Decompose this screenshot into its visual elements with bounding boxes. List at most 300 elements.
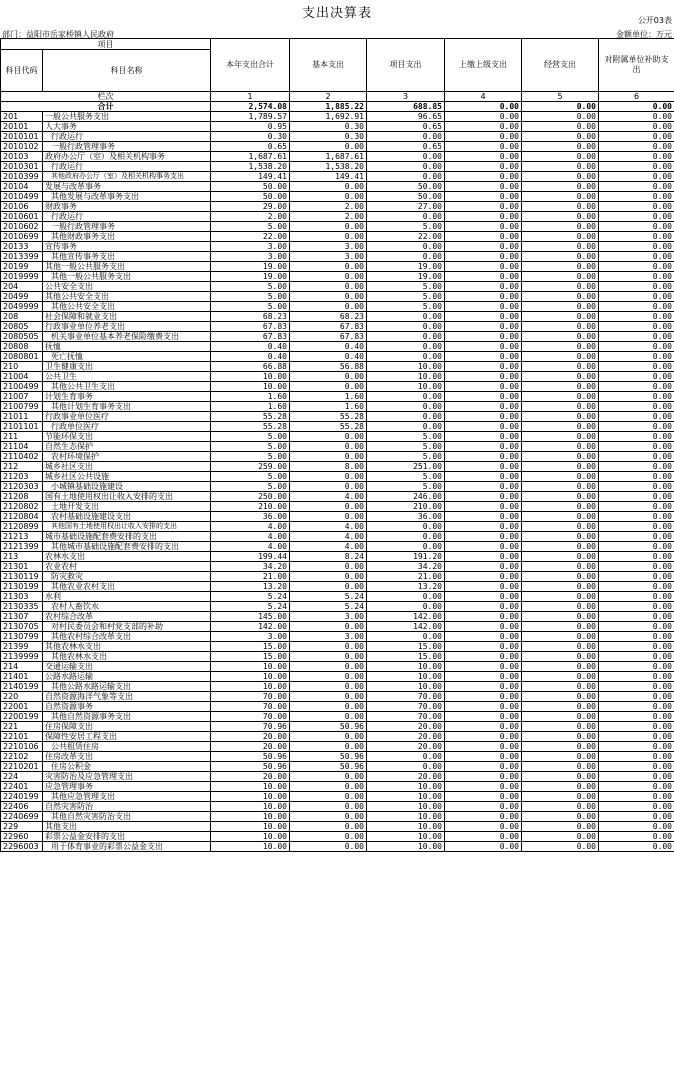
subject-code: 201 <box>1 112 43 122</box>
table-row <box>1 552 674 562</box>
subject-code: 2100499 <box>1 382 43 392</box>
amount-cell: 0.00 <box>290 512 367 522</box>
amount-cell: 0.00 <box>367 632 445 642</box>
amount-cell: 0.00 <box>599 782 674 792</box>
amount-cell: 0.00 <box>522 452 599 462</box>
amount-cell: 10.00 <box>367 672 445 682</box>
amount-cell: 0.00 <box>445 722 522 732</box>
table-body <box>1 102 674 852</box>
amount-cell: 0.00 <box>522 502 599 512</box>
subject-name: 其他国有土地使用权出让收入安排的支出 <box>43 522 211 532</box>
table-row <box>1 732 674 742</box>
amount-cell: 8.24 <box>290 552 367 562</box>
amount-cell: 10.00 <box>367 662 445 672</box>
amount-cell: 0.00 <box>445 312 522 322</box>
amount-cell: 0.00 <box>290 262 367 272</box>
subject-name: 对村民委员会和村党支部的补助 <box>43 622 211 632</box>
amount-cell: 0.00 <box>599 732 674 742</box>
subject-code: 224 <box>1 772 43 782</box>
subject-name: 城乡社区支出 <box>43 462 211 472</box>
amount-cell: 0.00 <box>290 652 367 662</box>
amount-cell: 0.00 <box>290 702 367 712</box>
amount-cell: 22.00 <box>211 232 290 242</box>
amount-cell: 0.00 <box>445 582 522 592</box>
subject-code: 21401 <box>1 672 43 682</box>
amount-cell: 0.00 <box>599 372 674 382</box>
subject-name: 其他公共卫生支出 <box>43 382 211 392</box>
amount-cell: 0.00 <box>522 772 599 782</box>
amount-cell: 0.30 <box>211 132 290 142</box>
amount-cell: 15.00 <box>211 652 290 662</box>
amount-cell: 5.00 <box>367 302 445 312</box>
amount-cell: 1.60 <box>290 392 367 402</box>
department-label: 部门：益阳市岳家桥镇人民政府 <box>2 30 114 39</box>
amount-cell: 0.00 <box>367 322 445 332</box>
subject-code: 204 <box>1 282 43 292</box>
header-name: 科目名称 <box>43 50 211 92</box>
amount-cell: 1,538.20 <box>211 162 290 172</box>
amount-cell: 0.00 <box>445 142 522 152</box>
amount-cell: 5.00 <box>211 452 290 462</box>
amount-cell: 0.00 <box>367 312 445 322</box>
subject-name: 农村环境保护 <box>43 452 211 462</box>
amount-cell: 0.00 <box>599 382 674 392</box>
amount-cell: 0.00 <box>599 522 674 532</box>
amount-cell: 0.00 <box>290 182 367 192</box>
amount-cell: 0.00 <box>522 602 599 612</box>
amount-cell: 0.00 <box>290 842 367 852</box>
table-row <box>1 672 674 682</box>
amount-cell: 0.00 <box>445 622 522 632</box>
subject-code: 229 <box>1 822 43 832</box>
amount-cell: 0.00 <box>445 782 522 792</box>
amount-cell: 0.00 <box>599 122 674 132</box>
amount-cell: 0.00 <box>522 242 599 252</box>
subject-code: 2139999 <box>1 652 43 662</box>
amount-cell: 0.00 <box>290 502 367 512</box>
amount-cell: 0.00 <box>445 222 522 232</box>
amount-cell: 0.00 <box>445 832 522 842</box>
subject-name: 其他公共安全支出 <box>43 302 211 312</box>
amount-cell: 0.00 <box>522 752 599 762</box>
amount-cell: 0.00 <box>522 342 599 352</box>
amount-cell: 4.00 <box>290 532 367 542</box>
amount-cell: 13.20 <box>211 582 290 592</box>
amount-cell: 67.83 <box>211 322 290 332</box>
amount-cell: 0.00 <box>445 392 522 402</box>
subject-code: 2010601 <box>1 212 43 222</box>
amount-cell: 0.00 <box>522 462 599 472</box>
subject-name: 其他自然资源事务支出 <box>43 712 211 722</box>
subject-code: 20104 <box>1 182 43 192</box>
amount-cell: 34.20 <box>367 562 445 572</box>
amount-cell: 55.28 <box>211 412 290 422</box>
amount-cell: 20.00 <box>367 732 445 742</box>
amount-cell: 10.00 <box>367 812 445 822</box>
subject-name: 国有土地使用权出让收入安排的支出 <box>43 492 211 502</box>
amount-cell: 5.00 <box>367 482 445 492</box>
amount-cell: 210.00 <box>367 502 445 512</box>
amount-cell: 0.00 <box>522 222 599 232</box>
amount-cell: 0.00 <box>522 812 599 822</box>
amount-cell: 0.00 <box>522 312 599 322</box>
amount-cell: 0.00 <box>599 582 674 592</box>
table-row <box>1 392 674 402</box>
amount-cell: 0.00 <box>522 272 599 282</box>
table-row <box>1 242 674 252</box>
subject-code: 21303 <box>1 592 43 602</box>
amount-cell: 0.00 <box>599 592 674 602</box>
subject-name: 一般行政管理事务 <box>43 222 211 232</box>
subject-code: 21011 <box>1 412 43 422</box>
subject-name: 其他政府办公厅（室）及相关机构事务支出 <box>43 172 211 182</box>
amount-cell: 5.00 <box>211 282 290 292</box>
amount-cell: 142.00 <box>367 612 445 622</box>
subject-code: 20805 <box>1 322 43 332</box>
table-row <box>1 442 674 452</box>
header-index: 5 <box>522 92 599 102</box>
table-row <box>1 512 674 522</box>
header-code: 科目代码 <box>1 50 43 92</box>
amount-cell: 0.00 <box>445 162 522 172</box>
amount-cell: 0.00 <box>445 492 522 502</box>
amount-cell: 0.00 <box>290 682 367 692</box>
amount-cell: 0.00 <box>599 532 674 542</box>
amount-cell: 0.00 <box>445 192 522 202</box>
amount-cell: 0.00 <box>599 632 674 642</box>
amount-cell: 0.00 <box>522 282 599 292</box>
amount-cell: 0.00 <box>522 472 599 482</box>
amount-cell: 3.00 <box>290 252 367 262</box>
amount-cell: 0.00 <box>445 612 522 622</box>
amount-cell: 0.00 <box>522 512 599 522</box>
amount-cell: 5.24 <box>211 602 290 612</box>
amount-cell: 0.00 <box>367 172 445 182</box>
subject-code: 2049999 <box>1 302 43 312</box>
subject-code: 2200199 <box>1 712 43 722</box>
amount-cell: 0.00 <box>522 682 599 692</box>
amount-cell: 0.00 <box>445 672 522 682</box>
amount-cell: 0.00 <box>599 662 674 672</box>
amount-cell: 0.00 <box>290 292 367 302</box>
amount-cell: 0.00 <box>445 422 522 432</box>
amount-cell: 0.00 <box>445 342 522 352</box>
amount-cell: 0.00 <box>445 682 522 692</box>
amount-cell: 0.00 <box>445 272 522 282</box>
table-row <box>1 332 674 342</box>
amount-cell: 19.00 <box>211 262 290 272</box>
amount-cell: 70.00 <box>367 712 445 722</box>
header-col5: 经营支出 <box>522 39 599 92</box>
table-row <box>1 492 674 502</box>
amount-cell: 10.00 <box>211 382 290 392</box>
amount-cell: 0.00 <box>599 162 674 172</box>
amount-cell: 0.00 <box>522 722 599 732</box>
amount-cell: 5.00 <box>211 222 290 232</box>
table-row <box>1 232 674 242</box>
subject-name: 其他发展与改革事务支出 <box>43 192 211 202</box>
subject-name: 计划生育事务 <box>43 392 211 402</box>
amount-cell: 0.00 <box>367 762 445 772</box>
amount-cell: 0.40 <box>290 342 367 352</box>
amount-cell: 0.00 <box>290 472 367 482</box>
table-row <box>1 602 674 612</box>
amount-cell: 3.00 <box>211 252 290 262</box>
subject-name: 其他城市基础设施配套费安排的支出 <box>43 542 211 552</box>
subject-code: 21307 <box>1 612 43 622</box>
amount-cell: 70.00 <box>367 692 445 702</box>
total-value: 2,574.08 <box>211 102 290 112</box>
amount-cell: 0.00 <box>367 162 445 172</box>
amount-cell: 0.00 <box>522 322 599 332</box>
amount-cell: 56.88 <box>290 362 367 372</box>
amount-cell: 0.00 <box>445 262 522 272</box>
table-row <box>1 272 674 282</box>
amount-cell: 0.00 <box>445 172 522 182</box>
amount-cell: 0.00 <box>522 292 599 302</box>
subject-code: 2010399 <box>1 172 43 182</box>
header-index: 2 <box>290 92 367 102</box>
table-row <box>1 122 674 132</box>
amount-cell: 0.00 <box>290 772 367 782</box>
subject-code: 20106 <box>1 202 43 212</box>
table-row <box>1 362 674 372</box>
header-col2: 基本支出 <box>290 39 367 92</box>
amount-cell: 0.00 <box>522 142 599 152</box>
amount-cell: 0.00 <box>445 692 522 702</box>
subject-code: 2130705 <box>1 622 43 632</box>
amount-cell: 0.00 <box>522 732 599 742</box>
subject-name: 水利 <box>43 592 211 602</box>
amount-cell: 0.00 <box>522 802 599 812</box>
amount-cell: 0.00 <box>599 412 674 422</box>
subject-name: 公共租赁住房 <box>43 742 211 752</box>
amount-cell: 0.00 <box>367 212 445 222</box>
amount-cell: 0.00 <box>445 402 522 412</box>
amount-cell: 0.00 <box>599 692 674 702</box>
table-row <box>1 562 674 572</box>
subject-name: 其他一般公共服务支出 <box>43 262 211 272</box>
amount-cell: 1,687.61 <box>211 152 290 162</box>
amount-cell: 1.60 <box>211 402 290 412</box>
amount-cell: 2.00 <box>290 212 367 222</box>
subject-name: 防灾救灾 <box>43 572 211 582</box>
amount-cell: 0.00 <box>290 372 367 382</box>
amount-cell: 1,687.61 <box>290 152 367 162</box>
amount-cell: 251.00 <box>367 462 445 472</box>
amount-cell: 0.00 <box>445 132 522 142</box>
subject-name: 公路水路运输 <box>43 672 211 682</box>
amount-cell: 0.00 <box>599 712 674 722</box>
expenditure-table <box>0 38 674 852</box>
subject-name: 人大事务 <box>43 122 211 132</box>
amount-cell: 0.00 <box>599 702 674 712</box>
amount-cell: 0.00 <box>522 782 599 792</box>
subject-name: 公共安全支出 <box>43 282 211 292</box>
amount-cell: 0.00 <box>367 542 445 552</box>
amount-cell: 4.00 <box>290 542 367 552</box>
amount-cell: 0.00 <box>599 252 674 262</box>
amount-cell: 5.00 <box>211 302 290 312</box>
subject-code: 20499 <box>1 292 43 302</box>
subject-code: 21399 <box>1 642 43 652</box>
amount-cell: 0.00 <box>290 732 367 742</box>
amount-cell: 0.00 <box>599 342 674 352</box>
subject-code: 2013399 <box>1 252 43 262</box>
subject-code: 213 <box>1 552 43 562</box>
amount-cell: 199.44 <box>211 552 290 562</box>
amount-cell: 10.00 <box>211 792 290 802</box>
subject-code: 221 <box>1 722 43 732</box>
amount-cell: 15.00 <box>367 652 445 662</box>
amount-cell: 4.00 <box>211 542 290 552</box>
subject-name: 财政事务 <box>43 202 211 212</box>
amount-cell: 0.00 <box>290 192 367 202</box>
amount-cell: 5.00 <box>367 292 445 302</box>
amount-cell: 0.00 <box>599 672 674 682</box>
table-row <box>1 662 674 672</box>
amount-cell: 0.00 <box>599 472 674 482</box>
amount-cell: 0.00 <box>522 192 599 202</box>
table-row <box>1 302 674 312</box>
amount-cell: 19.00 <box>367 272 445 282</box>
amount-cell: 0.00 <box>522 552 599 562</box>
subject-code: 2130799 <box>1 632 43 642</box>
table-row <box>1 632 674 642</box>
amount-cell: 250.00 <box>211 492 290 502</box>
amount-cell: 0.00 <box>599 742 674 752</box>
amount-cell: 0.00 <box>522 182 599 192</box>
amount-cell: 10.00 <box>211 682 290 692</box>
total-value: 1,885.22 <box>290 102 367 112</box>
subject-name: 用于体育事业的彩票公益金支出 <box>43 842 211 852</box>
amount-cell: 0.00 <box>522 532 599 542</box>
table-row <box>1 172 674 182</box>
amount-cell: 191.20 <box>367 552 445 562</box>
amount-cell: 0.00 <box>445 752 522 762</box>
amount-cell: 0.00 <box>599 182 674 192</box>
subject-code: 2240199 <box>1 792 43 802</box>
amount-cell: 0.00 <box>599 232 674 242</box>
table-row <box>1 502 674 512</box>
table-row <box>1 592 674 602</box>
amount-cell: 5.00 <box>211 432 290 442</box>
subject-code: 2100799 <box>1 402 43 412</box>
amount-cell: 1,538.20 <box>290 162 367 172</box>
amount-cell: 0.00 <box>290 642 367 652</box>
amount-cell: 0.00 <box>445 602 522 612</box>
amount-cell: 0.00 <box>522 642 599 652</box>
amount-cell: 246.00 <box>367 492 445 502</box>
amount-cell: 0.00 <box>522 212 599 222</box>
subject-name: 其他农林水支出 <box>43 652 211 662</box>
amount-cell: 210.00 <box>211 502 290 512</box>
amount-cell: 0.00 <box>599 362 674 372</box>
amount-cell: 0.00 <box>290 812 367 822</box>
subject-name: 农业农村 <box>43 562 211 572</box>
table-row <box>1 132 674 142</box>
subject-code: 21104 <box>1 442 43 452</box>
amount-cell: 0.00 <box>290 712 367 722</box>
amount-cell: 0.00 <box>599 432 674 442</box>
amount-cell: 0.00 <box>445 592 522 602</box>
amount-cell: 0.00 <box>290 382 367 392</box>
amount-cell: 0.00 <box>522 822 599 832</box>
amount-cell: 0.00 <box>522 832 599 842</box>
amount-cell: 10.00 <box>211 822 290 832</box>
subject-code: 210 <box>1 362 43 372</box>
header-index: 4 <box>445 92 522 102</box>
subject-name: 其他农村综合改革支出 <box>43 632 211 642</box>
amount-cell: 0.00 <box>445 642 522 652</box>
amount-cell: 0.00 <box>290 572 367 582</box>
amount-cell: 0.00 <box>522 842 599 852</box>
amount-cell: 0.00 <box>599 642 674 652</box>
subject-code: 2019999 <box>1 272 43 282</box>
amount-cell: 0.00 <box>522 522 599 532</box>
amount-cell: 0.00 <box>367 522 445 532</box>
subject-name: 其他计划生育事务支出 <box>43 402 211 412</box>
table-row <box>1 432 674 442</box>
subject-name: 其他公路水路运输支出 <box>43 682 211 692</box>
amount-cell: 0.00 <box>599 612 674 622</box>
amount-cell: 0.00 <box>599 322 674 332</box>
amount-cell: 66.88 <box>211 362 290 372</box>
amount-cell: 50.00 <box>367 192 445 202</box>
subject-name: 其他农业农村支出 <box>43 582 211 592</box>
amount-cell: 10.00 <box>367 842 445 852</box>
table-row <box>1 582 674 592</box>
amount-cell: 0.00 <box>445 842 522 852</box>
subject-code: 214 <box>1 662 43 672</box>
amount-cell: 0.00 <box>290 232 367 242</box>
amount-cell: 0.30 <box>290 122 367 132</box>
amount-cell: 0.00 <box>599 262 674 272</box>
table-row <box>1 622 674 632</box>
amount-cell: 1.60 <box>290 402 367 412</box>
amount-cell: 0.00 <box>522 352 599 362</box>
amount-cell: 0.00 <box>599 682 674 692</box>
amount-cell: 0.65 <box>211 142 290 152</box>
amount-cell: 0.00 <box>522 612 599 622</box>
amount-cell: 0.00 <box>445 732 522 742</box>
amount-cell: 0.00 <box>445 742 522 752</box>
amount-cell: 10.00 <box>367 362 445 372</box>
subject-code: 2140199 <box>1 682 43 692</box>
amount-cell: 0.00 <box>522 692 599 702</box>
amount-cell: 0.00 <box>367 422 445 432</box>
amount-cell: 0.00 <box>599 602 674 612</box>
table-row <box>1 162 674 172</box>
amount-cell: 0.00 <box>522 302 599 312</box>
total-row <box>1 102 674 112</box>
subject-code: 21004 <box>1 372 43 382</box>
amount-cell: 0.00 <box>290 742 367 752</box>
amount-cell: 0.00 <box>522 262 599 272</box>
amount-cell: 67.83 <box>211 332 290 342</box>
amount-cell: 50.96 <box>290 752 367 762</box>
amount-cell: 0.00 <box>445 442 522 452</box>
amount-cell: 5.24 <box>211 592 290 602</box>
subject-name: 节能环保支出 <box>43 432 211 442</box>
amount-cell: 0.00 <box>599 332 674 342</box>
amount-cell: 0.00 <box>290 662 367 672</box>
amount-cell: 0.00 <box>522 152 599 162</box>
amount-cell: 0.00 <box>445 562 522 572</box>
amount-cell: 50.96 <box>290 722 367 732</box>
amount-cell: 10.00 <box>367 372 445 382</box>
table-row <box>1 262 674 272</box>
